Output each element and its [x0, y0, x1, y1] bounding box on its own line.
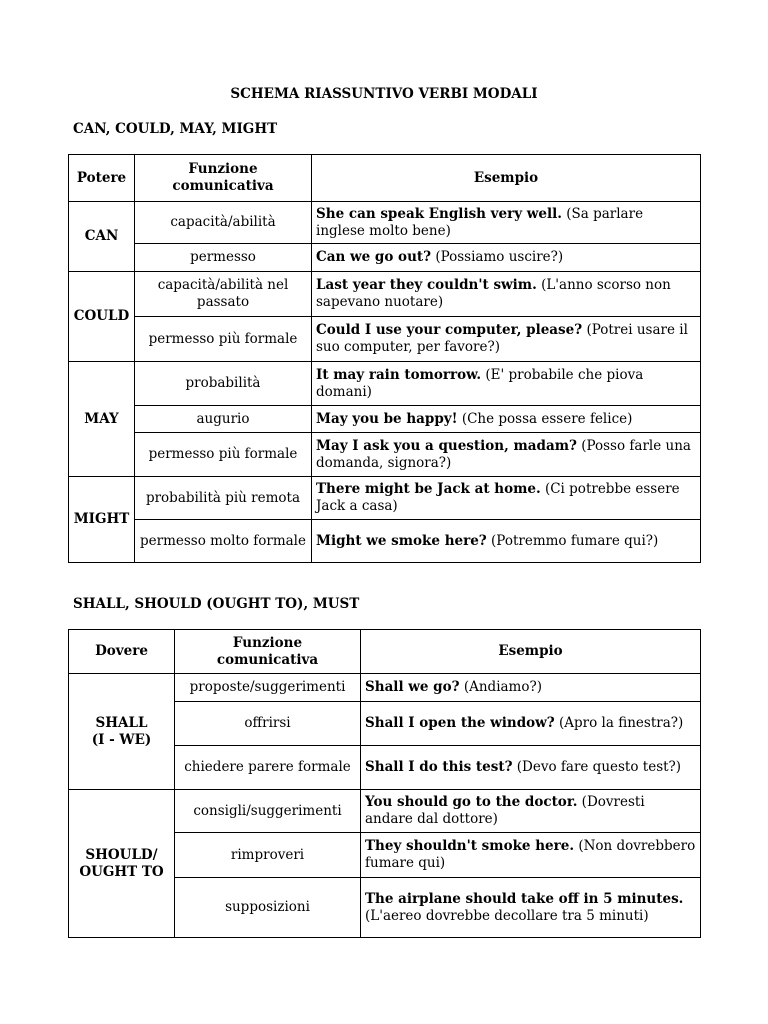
example-italian: (L'aereo dovrebbe decollare tra 5 minuti): [365, 907, 649, 924]
table-row: [69, 790, 701, 833]
example-cell: [361, 746, 701, 790]
example-italian: (Ci potrebbe essere Jack a casa): [316, 481, 680, 514]
example-italian: (Andiamo?): [459, 679, 542, 695]
verb-shall: SHALL (I - WE): [69, 674, 175, 790]
section-heading-dovere: SHALL, SHOULD (OUGHT TO), MUST: [73, 596, 360, 612]
example-italian: (Devo fare questo test?): [512, 759, 682, 775]
section-heading-potere: CAN, COULD, MAY, MIGHT: [73, 121, 278, 137]
example-italian: (Non dovrebbero fumare qui): [365, 838, 696, 871]
function-cell: offrirsi: [175, 702, 361, 746]
header-verb: Dovere: [69, 630, 175, 674]
function-cell: permesso più formale: [135, 433, 312, 477]
example-english: The airplane should take off in 5 minutes.: [365, 890, 684, 907]
example-italian: (Possiamo uscire?): [431, 249, 564, 265]
example-cell: [312, 317, 701, 362]
table-dovere: [68, 629, 701, 938]
verb-may: MAY: [69, 362, 135, 477]
table-row: [69, 244, 701, 272]
table-row: [69, 317, 701, 362]
example-english: Shall I open the window?: [365, 715, 555, 731]
function-cell: chiedere parere formale: [175, 746, 361, 790]
example-cell: [361, 790, 701, 833]
example-english: Can we go out?: [316, 249, 432, 265]
example-english: They shouldn't smoke here.: [365, 838, 575, 854]
example-cell: [361, 674, 701, 702]
example-english: Could I use your computer, please?: [316, 322, 583, 338]
example-cell: [312, 362, 701, 406]
verb-can: CAN: [69, 202, 135, 272]
example-italian: (Sa parlare inglese molto bene): [316, 205, 644, 239]
example-english: Might we smoke here?: [316, 532, 487, 549]
header-verb: Potere: [69, 155, 135, 202]
example-italian: (Potremmo fumare qui?): [486, 532, 659, 549]
header-example: Esempio: [361, 630, 701, 674]
function-cell: probabilità: [135, 362, 312, 406]
example-cell: [312, 477, 701, 520]
example-cell: [361, 878, 701, 938]
table-row: [69, 674, 701, 702]
example-italian: (Potrei usare il suo computer, per favore?): [316, 322, 688, 355]
table-potere: [68, 154, 701, 563]
header-example: Esempio: [312, 155, 701, 202]
function-cell: proposte/suggerimenti: [175, 674, 361, 702]
example-cell: [312, 272, 701, 317]
example-cell: [361, 833, 701, 878]
example-english: There might be Jack at home.: [316, 481, 541, 497]
example-cell: [361, 702, 701, 746]
verb-might: MIGHT: [69, 477, 135, 563]
example-english: May you be happy!: [316, 410, 458, 427]
table-row: [69, 477, 701, 520]
example-cell: [312, 520, 701, 563]
example-english: Last year they couldn't swim.: [316, 277, 537, 293]
table-header-row: [69, 630, 701, 674]
table-row: [69, 202, 701, 244]
function-cell: rimproveri: [175, 833, 361, 878]
function-cell: permesso: [135, 244, 312, 272]
example-italian: (Dovresti andare dal dottore): [365, 794, 645, 827]
example-cell: [312, 202, 701, 244]
table-row: [69, 433, 701, 477]
example-english: She can speak English very well.: [316, 205, 562, 222]
header-function: Funzione comunicativa: [175, 630, 361, 674]
example-italian: (E' probabile che piova domani): [316, 366, 644, 400]
function-cell: consigli/suggerimenti: [175, 790, 361, 833]
example-english: It may rain tomorrow.: [316, 366, 482, 383]
example-italian: (Posso farle una domanda, signora?): [316, 437, 691, 471]
example-english: You should go to the doctor.: [365, 794, 578, 810]
table-row: [69, 406, 701, 433]
function-cell: probabilità più remota: [135, 477, 312, 520]
example-english: May I ask you a question, madam?: [316, 437, 577, 454]
example-english: Shall we go?: [365, 679, 460, 695]
example-english: Shall I do this test?: [365, 759, 513, 775]
example-italian: (Che possa essere felice): [457, 410, 633, 427]
verb-should: SHOULD/ OUGHT TO: [69, 790, 175, 938]
function-cell: supposizioni: [175, 878, 361, 938]
example-cell: [312, 433, 701, 477]
table-header-row: [69, 155, 701, 202]
example-cell: [312, 244, 701, 272]
function-cell: capacità/abilità nel passato: [135, 272, 312, 317]
document-title: SCHEMA RIASSUNTIVO VERBI MODALI: [230, 86, 538, 102]
table-row: [69, 272, 701, 317]
table-row: [69, 520, 701, 563]
example-italian: (Apro la finestra?): [554, 715, 684, 731]
example-italian: (L'anno scorso non sapevano nuotare): [316, 277, 671, 310]
verb-could: COULD: [69, 272, 135, 362]
function-cell: permesso più formale: [135, 317, 312, 362]
example-cell: [312, 406, 701, 433]
function-cell: permesso molto formale: [135, 520, 312, 563]
function-cell: capacità/abilità: [135, 202, 312, 244]
function-cell: augurio: [135, 406, 312, 433]
table-row: [69, 362, 701, 406]
header-function: Funzione comunicativa: [135, 155, 312, 202]
